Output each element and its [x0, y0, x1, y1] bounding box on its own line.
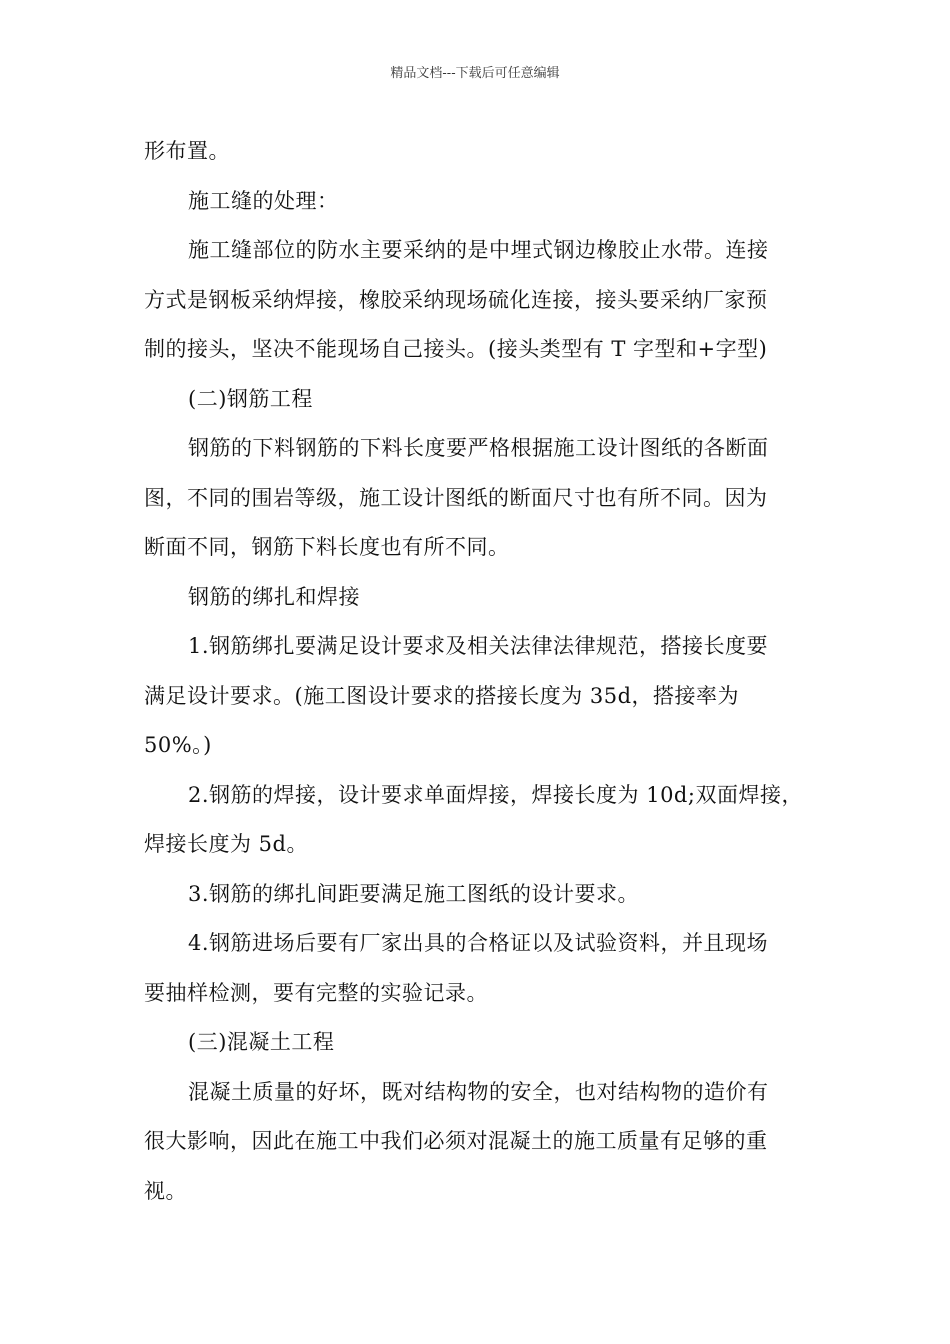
text-line: 焊接长度为 5d。: [144, 832, 308, 856]
text-line: 视。: [144, 1178, 187, 1203]
text-line: 钢筋的下料钢筋的下料长度要严格根据施工设计图纸的各断面: [188, 436, 769, 460]
section-heading: (三)混凝土工程: [188, 1030, 335, 1054]
text-line: 断面不同，钢筋下料长度也有所不同。: [144, 535, 510, 559]
list-item: 3.钢筋的绑扎间距要满足施工图纸的设计要求。: [188, 881, 640, 906]
text-line: 混凝土质量的好坏，既对结构物的安全，也对结构物的造价有: [188, 1079, 769, 1104]
text-line: 形布置。: [144, 139, 230, 163]
text-line: 方式是钢板采纳焊接，橡胶采纳现场硫化连接，接头要采纳厂家预: [144, 287, 768, 312]
section-heading: 钢筋的绑扎和焊接: [188, 584, 360, 609]
section-heading: 施工缝的处理：: [188, 188, 339, 213]
text-line: 图，不同的围岩等级，施工设计图纸的断面尺寸也有所不同。因为: [144, 485, 768, 510]
document-body: [144, 127, 824, 1216]
list-item: 4.钢筋进场后要有厂家出具的合格证以及试验资料，并且现场: [188, 931, 769, 955]
text-line: 50%。): [144, 733, 212, 757]
text-line: 要抽样检测，要有完整的实验记录。: [144, 980, 488, 1005]
text-line: 制的接头，坚决不能现场自己接头。(接头类型有 T 字型和+字型): [144, 337, 768, 361]
page-header: 精品文档---下载后可任意编辑: [390, 66, 560, 81]
section-heading: (二)钢筋工程: [188, 386, 313, 411]
text-line: 满足设计要求。(施工图设计要求的搭接长度为 35d，搭接率为: [144, 683, 740, 708]
text-line: 施工缝部位的防水主要采纳的是中埋式钢边橡胶止水带。连接: [188, 238, 769, 262]
text-line: 很大影响，因此在施工中我们必须对混凝土的施工质量有足够的重: [144, 1129, 768, 1153]
list-item: 1.钢筋绑扎要满足设计要求及相关法律法律规范，搭接长度要: [188, 634, 769, 658]
list-item: 2.钢筋的焊接，设计要求单面焊接，焊接长度为 10d;双面焊接，: [188, 782, 803, 807]
